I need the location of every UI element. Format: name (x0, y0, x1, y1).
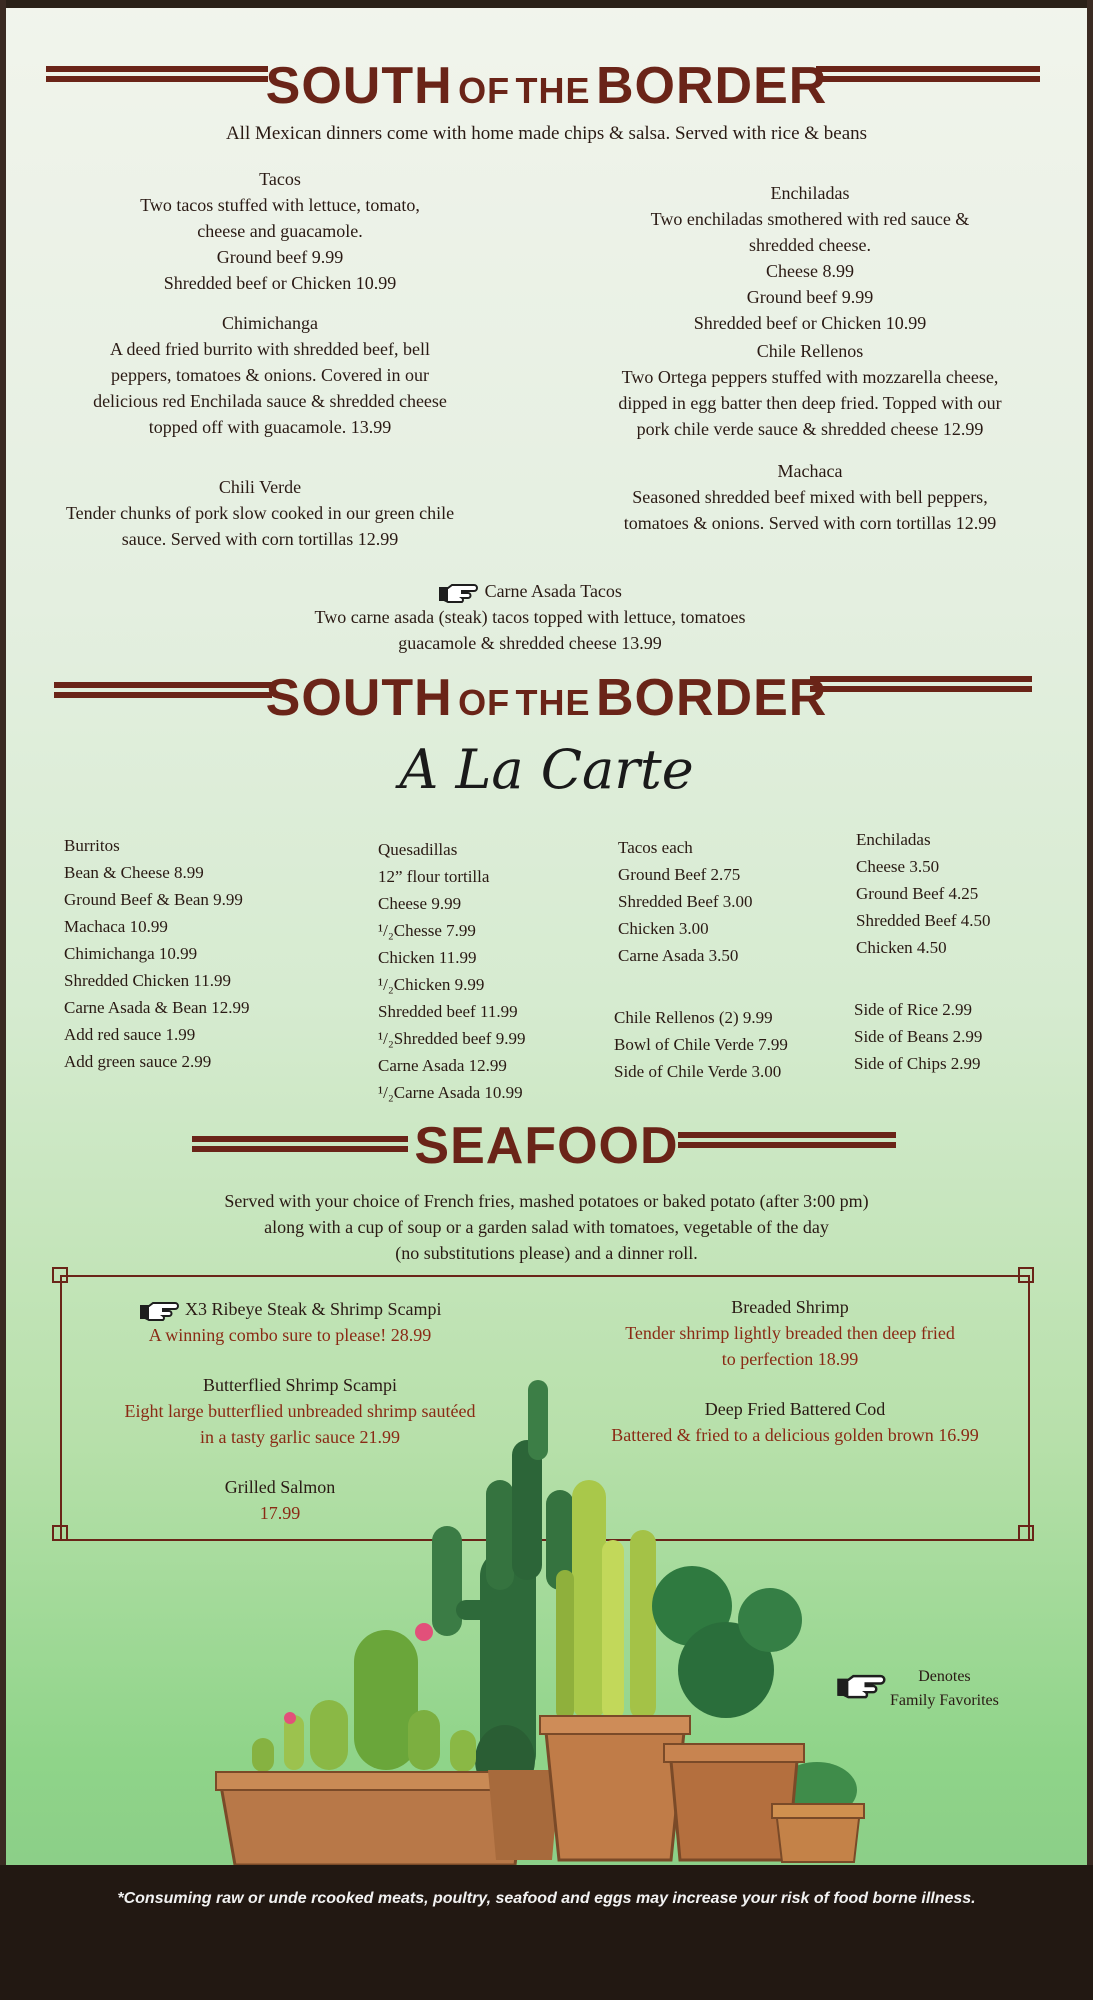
item-name: X3 Ribeye Steak & Shrimp Scampi (90, 1296, 490, 1322)
menu-item-chili-verde (20, 474, 500, 552)
item-price: Ground beef 9.99 (746, 287, 874, 307)
item-name: Deep Fried Battered Cod (704, 1399, 886, 1419)
item-desc: in a tasty garlic sauce 21.99 (200, 1427, 400, 1447)
item-desc: Seasoned shredded beef mixed with bell peppers, (632, 487, 988, 507)
menu-item-machaca (560, 458, 1060, 536)
box-corner (52, 1267, 68, 1283)
item-desc: Two enchiladas smothered with red sauce & (650, 209, 970, 229)
pointing-hand-icon (836, 1671, 888, 1701)
column-heading: Enchiladas (856, 830, 931, 849)
list-item: Bowl of Chile Verde 7.99 (614, 1035, 788, 1054)
item-desc: Two carne asada (steak) tacos topped with lettuce, tomatoes (314, 607, 746, 627)
item-price: 17.99 (259, 1503, 301, 1523)
column-heading: Burritos (64, 836, 120, 855)
item-name: Chile Rellenos (756, 341, 864, 361)
list-item: ¹/₂Chesse 7.99 (378, 921, 476, 940)
frame-top (0, 0, 1093, 8)
item-desc: A winning combo sure to please! 28.99 (148, 1325, 432, 1345)
list-item: Shredded Chicken 11.99 (64, 971, 231, 990)
item-desc: sauce. Served with corn tortillas 12.99 (121, 529, 399, 549)
seafood-item-breaded-shrimp (580, 1294, 1000, 1372)
menu-item-chimichanga (30, 310, 510, 440)
list-item: Shredded Beef 4.50 (856, 911, 991, 930)
item-desc: to perfection 18.99 (721, 1349, 859, 1369)
item-name: Chili Verde (218, 477, 302, 497)
section-title-south-of-the-border-2: SOUTH OF THE BORDER (265, 669, 828, 727)
menu-item-carne-asada-tacos (250, 578, 810, 656)
food-safety-disclaimer: *Consuming raw or unde rcooked meats, poultry, seafood and eggs may increase your risk of food borne illness. (117, 1890, 976, 1907)
item-desc: pork chile verde sauce & shredded cheese 12.99 (636, 419, 984, 439)
menu-item-tacos (60, 166, 500, 296)
item-desc: Battered & fried to a delicious golden brown 16.99 (611, 1425, 979, 1445)
list-item: 12” flour tortilla (378, 867, 490, 886)
ala-carte-tacos-extra (614, 1004, 834, 1085)
item-name: Grilled Salmon (224, 1477, 336, 1497)
list-item: Chicken 11.99 (378, 948, 477, 967)
pointing-hand-icon (139, 1300, 181, 1322)
list-item: Side of Beans 2.99 (854, 1027, 983, 1046)
item-desc: Two Ortega peppers stuffed with mozzarella cheese, (621, 367, 999, 387)
small-cacti (252, 1623, 476, 1772)
menu-item-enchiladas (580, 180, 1040, 336)
column-heading: Quesadillas (378, 840, 458, 859)
item-name: Carne Asada Tacos (250, 578, 810, 604)
ala-carte-sides (854, 996, 1054, 1077)
item-desc: cheese and guacamole. (197, 221, 363, 241)
item-name: Chimichanga (222, 313, 318, 333)
footer-bar (0, 1865, 1093, 2000)
list-item: Carne Asada & Bean 12.99 (64, 998, 250, 1017)
item-name: Enchiladas (770, 183, 850, 203)
section-title-south-of-the-border: SOUTH OF THE BORDER (265, 57, 828, 115)
section-title-seafood: SEAFOOD (414, 1117, 679, 1175)
item-desc: peppers, tomatoes & onions. Covered in our (111, 365, 429, 385)
item-desc: guacamole & shredded cheese 13.99 (398, 633, 662, 653)
list-item: Chile Rellenos (2) 9.99 (614, 1008, 773, 1027)
item-desc: Tender chunks of pork slow cooked in our green chile (65, 503, 455, 523)
seafood-item-ribeye (90, 1296, 490, 1348)
list-item: Chimichanga 10.99 (64, 944, 198, 963)
item-desc: dipped in egg batter then deep fried. Topped with our (618, 393, 1002, 413)
ala-carte-enchiladas (856, 826, 1056, 961)
section-subtitle: All Mexican dinners come with home made chips & salsa. Served with rice & beans (225, 123, 868, 144)
list-item: Bean & Cheese 8.99 (64, 863, 204, 882)
ala-carte-tacos-each (618, 834, 828, 969)
legend-text: Denotes Family Favorites (890, 1668, 999, 1709)
item-price: Ground beef 9.99 (216, 247, 344, 267)
item-price: Cheese 8.99 (766, 261, 854, 281)
item-name: Breaded Shrimp (731, 1297, 849, 1317)
item-desc: delicious red Enchilada sauce & shredded cheese (93, 391, 447, 411)
item-desc: Eight large butterflied unbreaded shrimp sautéed (124, 1401, 476, 1421)
list-item: Machaca 10.99 (64, 917, 168, 936)
column-heading: Tacos each (618, 838, 693, 857)
list-item: Shredded beef 11.99 (378, 1002, 518, 1021)
list-item: Chicken 3.00 (618, 919, 709, 938)
item-desc: Two tacos stuffed with lettuce, tomato, (140, 195, 420, 215)
pointing-hand-icon (438, 582, 480, 604)
cactus-illustration (0, 1370, 1093, 1890)
item-name: Butterflied Shrimp Scampi (203, 1375, 397, 1395)
ala-carte-quesadillas (378, 836, 598, 1106)
item-name: Tacos (259, 169, 301, 189)
round-cactus (652, 1566, 802, 1718)
list-item: Add red sauce 1.99 (64, 1025, 196, 1044)
box-corner (1018, 1267, 1034, 1283)
ala-carte-burritos (64, 832, 324, 1075)
list-item: Ground Beef 4.25 (856, 884, 979, 903)
seafood-description: Served with your choice of French fries, mashed potatoes or baked potato (after 3:00 pm) along with a cup of soup or a garden salad with tomatoes, vegetable of the day (no substitutions please) and a dinner roll. (224, 1191, 869, 1263)
list-item: Side of Chile Verde 3.00 (614, 1062, 782, 1081)
item-price: Shredded beef or Chicken 10.99 (693, 313, 927, 333)
list-item: Side of Chips 2.99 (854, 1054, 981, 1073)
list-item: Side of Rice 2.99 (854, 1000, 973, 1019)
list-item: ¹/₂Shredded beef 9.99 (378, 1029, 526, 1048)
list-item: ¹/₂Chicken 9.99 (378, 975, 485, 994)
a-la-carte-script-title: A La Carte (399, 738, 694, 801)
item-name: Machaca (777, 461, 843, 481)
list-item: Carne Asada 12.99 (378, 1056, 507, 1075)
item-desc: Tender shrimp lightly breaded then deep fried (625, 1323, 955, 1343)
item-desc: shredded cheese. (749, 235, 871, 255)
list-item: Cheese 3.50 (856, 857, 940, 876)
list-item: Chicken 4.50 (856, 938, 947, 957)
list-item: Add green sauce 2.99 (64, 1052, 212, 1071)
item-desc: tomatoes & onions. Served with corn tortillas 12.99 (623, 513, 997, 533)
list-item: ¹/₂Carne Asada 10.99 (378, 1083, 523, 1102)
item-desc: A deed fried burrito with shredded beef, bell (110, 339, 430, 359)
item-desc: topped off with guacamole. 13.99 (148, 417, 392, 437)
list-item: Carne Asada 3.50 (618, 946, 739, 965)
menu-item-chile-rellenos (560, 338, 1060, 442)
list-item: Ground Beef & Bean 9.99 (64, 890, 243, 909)
list-item: Ground Beef 2.75 (618, 865, 741, 884)
list-item: Cheese 9.99 (378, 894, 462, 913)
item-price: Shredded beef or Chicken 10.99 (163, 273, 397, 293)
list-item: Shredded Beef 3.00 (618, 892, 753, 911)
